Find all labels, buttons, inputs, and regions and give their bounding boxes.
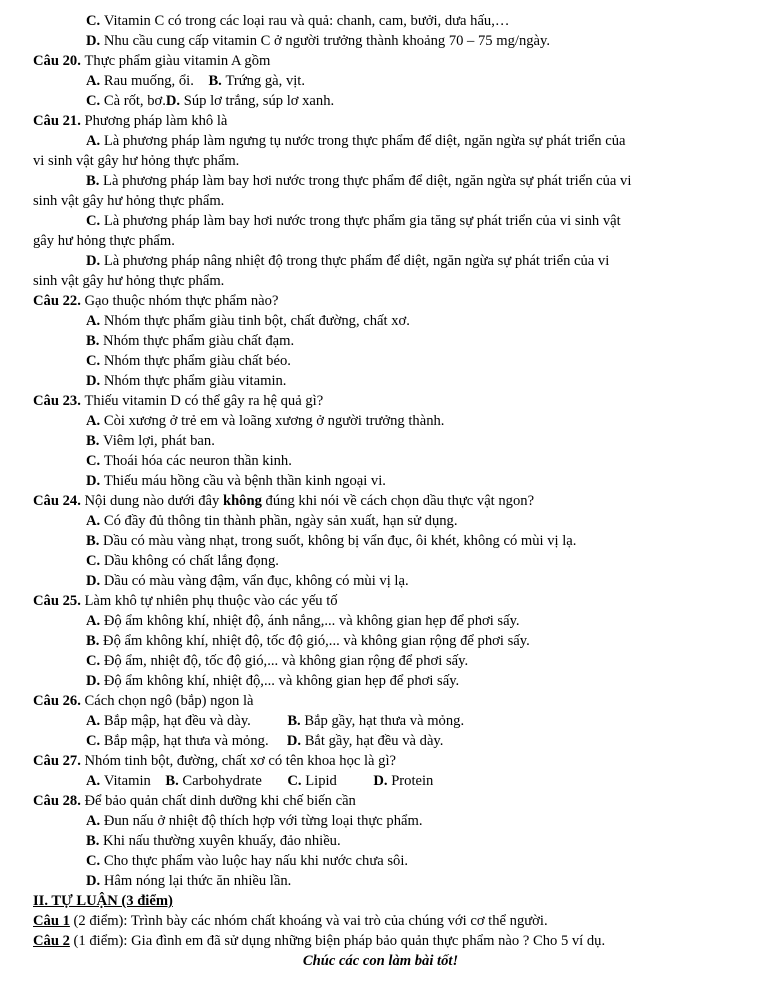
text-run: sinh vật gây hư hỏng thực phẩm. [33, 193, 225, 209]
text-run: Dầu có màu vàng đậm, vẩn đục, không có mùi vị lạ. [103, 573, 409, 589]
text-run: Còi xương ở trẻ em và loãng xương ở người trưởng thành. [103, 413, 445, 429]
answer-line [86, 32, 550, 51]
answer-continuation [33, 232, 175, 251]
answer-line [86, 132, 626, 151]
text-run: Chúc các con làm bài tốt! [302, 953, 459, 969]
text-run: Để bảo quản chất dinh dưỡng khi chế biến cần [84, 793, 356, 809]
text-run: D. [286, 733, 305, 749]
answer-line [86, 172, 631, 191]
text-run: Là phương pháp làm ngưng tụ nước trong thực phẩm để diệt, ngăn ngừa sự phát triển của [103, 133, 626, 149]
text-run: Là phương pháp làm bay hơi nước trong thực phẩm gia tăng sự phát triển của vi sinh vật [103, 213, 621, 229]
text-run: Khi nấu thường xuyên khuấy, đảo nhiều. [103, 833, 341, 849]
answer-line [86, 572, 409, 591]
text-run: Hâm nóng lại thức ăn nhiều lần. [103, 873, 292, 889]
answer-line [86, 312, 410, 331]
answer-line [86, 672, 459, 691]
text-run: Vitamin [103, 773, 166, 789]
text-run: Thoái hóa các neuron thần kinh. [103, 453, 292, 469]
text-run: A. [86, 133, 104, 149]
text-run: B. [208, 73, 226, 89]
text-run: B. [86, 333, 104, 349]
text-run: (1 điểm): Gia đình em đã sử dụng những biện pháp bảo quản thực phẩm nào ? Cho 5 ví dụ. [69, 933, 606, 949]
text-run: Câu 20. [33, 53, 85, 69]
text-run: Bắp mập, hạt thưa và mỏng. [103, 733, 287, 749]
answer-line [86, 472, 386, 491]
text-run: Nhóm thực phẩm giàu chất đạm. [103, 333, 295, 349]
text-run: Câu 1 [33, 913, 70, 929]
section-heading [33, 892, 173, 911]
text-run: Câu 27. [33, 753, 85, 769]
answer-continuation [33, 152, 239, 171]
text-run: A. [86, 713, 104, 729]
text-run: A. [86, 73, 104, 89]
text-run: Câu 22. [33, 293, 85, 309]
answer-line [86, 712, 464, 731]
text-run: B. [86, 173, 104, 189]
text-run: Protein [391, 773, 434, 789]
text-run: Gạo thuộc nhóm thực phẩm nào? [84, 293, 279, 309]
text-run: C. [86, 353, 104, 369]
text-run: Cho thực phẩm vào luộc hay nấu khi nước chưa sôi. [103, 853, 409, 869]
answer-line [86, 512, 458, 531]
text-run: Carbohydrate [182, 773, 288, 789]
answer-continuation [33, 192, 224, 211]
text-run: D. [86, 873, 104, 889]
text-run: D. [86, 253, 104, 269]
essay-question-1 [33, 912, 548, 931]
text-run: Nhóm thực phẩm giàu tinh bột, chất đường, chất xơ. [103, 313, 410, 329]
text-run: A. [86, 813, 104, 829]
text-run: Viêm lợi, phát ban. [103, 433, 215, 449]
question-27 [33, 752, 396, 771]
text-run: gây hư hỏng thực phẩm. [33, 233, 175, 249]
text-run: B. [86, 533, 104, 549]
text-run: II. TỰ LUẬN (3 điểm) [33, 893, 173, 909]
text-run: C. [86, 93, 104, 109]
answer-line [86, 372, 286, 391]
text-run: Nhu cầu cung cấp vitamin C ở người trưởng thành khoảng 70 – 75 mg/ngày. [103, 33, 551, 49]
text-run: Bắp mập, hạt đều và dày. [103, 713, 288, 729]
answer-line [86, 772, 433, 791]
text-run: Dầu có màu vàng nhạt, trong suốt, không bị vẩn đục, ôi khét, không có mùi vị lạ. [103, 533, 577, 549]
text-run: Lipid [305, 773, 374, 789]
closing-message [0, 952, 761, 971]
text-run: B. [86, 633, 104, 649]
text-run: Thiếu vitamin D có thể gây ra hệ quả gì? [84, 393, 324, 409]
text-run: A. [86, 773, 104, 789]
text-run: C. [86, 453, 104, 469]
text-run: Vitamin C có trong các loại rau và quả: chanh, cam, bưởi, dưa hấu,… [103, 13, 510, 29]
text-run: Câu 28. [33, 793, 85, 809]
text-run: D. [86, 573, 104, 589]
text-run: Độ ẩm không khí, nhiệt độ, ánh nắng,... và không gian hẹp để phơi sấy. [103, 613, 520, 629]
answer-line [86, 412, 444, 431]
answer-line [86, 552, 279, 571]
text-run: C. [86, 13, 104, 29]
essay-question-2 [33, 932, 605, 951]
text-run: Thiếu máu hồng cầu và bệnh thần kinh ngoại vi. [103, 473, 386, 489]
answer-continuation [33, 272, 224, 291]
answer-line [86, 732, 443, 751]
text-run: vi sinh vật gây hư hỏng thực phẩm. [33, 153, 240, 169]
text-run: Độ ẩm, nhiệt độ, tốc độ gió,... và không gian rộng để phơi sấy. [103, 653, 469, 669]
text-run: D. [86, 673, 104, 689]
text-run: C. [86, 653, 104, 669]
question-22 [33, 292, 278, 311]
answer-line [86, 812, 422, 831]
text-run: D. [86, 473, 104, 489]
answer-line [86, 452, 292, 471]
answer-line [86, 92, 334, 111]
answer-line [86, 72, 305, 91]
text-run: Cách chọn ngô (bắp) ngon là [84, 693, 254, 709]
text-run: Bắp gầy, hạt thưa và mỏng. [304, 713, 465, 729]
answer-line [86, 872, 291, 891]
text-run: Rau muống, ổi. [103, 73, 209, 89]
text-run: D. [86, 373, 104, 389]
text-run: C. [86, 733, 104, 749]
text-run: Nhóm thực phẩm giàu vitamin. [103, 373, 287, 389]
question-21 [33, 112, 227, 131]
text-run: Nhóm thực phẩm giàu chất béo. [103, 353, 291, 369]
answer-line [86, 612, 520, 631]
text-run: Câu 2 [33, 933, 70, 949]
text-run: Có đầy đủ thông tin thành phần, ngày sản xuất, hạn sử dụng. [103, 513, 458, 529]
text-run: B. [287, 713, 305, 729]
text-run: Là phương pháp nâng nhiệt độ trong thực phẩm để diệt, ngăn ngừa sự phát triển của vi [103, 253, 610, 269]
answer-line [86, 852, 408, 871]
answer-line [86, 352, 291, 371]
text-run: Phương pháp làm khô là [84, 113, 228, 129]
text-run: Thực phẩm giàu vitamin A gồm [84, 53, 271, 69]
answer-line [86, 212, 621, 231]
text-run: đúng khi nói về cách chọn dầu thực vật ngon? [261, 493, 535, 509]
text-run: Câu 21. [33, 113, 85, 129]
text-run: Độ ẩm không khí, nhiệt độ,... và không gian hẹp để phơi sấy. [103, 673, 460, 689]
text-run: Nhóm tinh bột, đường, chất xơ có tên khoa học là gì? [84, 753, 397, 769]
answer-line [86, 432, 215, 451]
text-run: A. [86, 513, 104, 529]
text-run: Bắt gầy, hạt đều và dày. [304, 733, 444, 749]
text-run: Làm khô tự nhiên phụ thuộc vào các yếu tố [84, 593, 338, 609]
text-run: C. [86, 853, 104, 869]
answer-line [86, 832, 341, 851]
answer-line [86, 252, 609, 271]
text-run: B. [86, 833, 104, 849]
answer-line [86, 632, 530, 651]
question-26 [33, 692, 254, 711]
text-run: không [222, 493, 262, 509]
text-run: Đun nấu ở nhiệt độ thích hợp với từng loại thực phẩm. [103, 813, 423, 829]
text-run: Câu 24. [33, 493, 85, 509]
text-run: A. [86, 313, 104, 329]
answer-line [86, 332, 294, 351]
text-run: C. [86, 553, 104, 569]
text-run: A. [86, 413, 104, 429]
text-run: D. [86, 33, 104, 49]
text-run: Câu 23. [33, 393, 85, 409]
question-24 [33, 492, 534, 511]
text-run: sinh vật gây hư hỏng thực phẩm. [33, 273, 225, 289]
text-run: C. [86, 213, 104, 229]
text-run: B. [165, 773, 183, 789]
text-run: B. [86, 433, 104, 449]
question-25 [33, 592, 338, 611]
text-run: Súp lơ trắng, súp lơ xanh. [183, 93, 335, 109]
question-23 [33, 392, 323, 411]
text-run: Câu 25. [33, 593, 85, 609]
text-run: Cà rốt, bơ. [103, 93, 166, 109]
text-run: Dầu không có chất lắng đọng. [103, 553, 279, 569]
text-run: Độ ẩm không khí, nhiệt độ, tốc độ gió,... và không gian rộng để phơi sấy. [103, 633, 530, 649]
text-run: Nội dung nào dưới đây [84, 493, 223, 509]
text-run: A. [86, 613, 104, 629]
text-run: Câu 26. [33, 693, 85, 709]
answer-line [86, 652, 468, 671]
question-20 [33, 52, 270, 71]
text-run: Là phương pháp làm bay hơi nước trong thực phẩm để diệt, ngăn ngừa sự phát triển của vi [103, 173, 632, 189]
text-run: Trứng gà, vịt. [225, 73, 306, 89]
text-run: C. [287, 773, 306, 789]
answer-line [86, 12, 509, 31]
text-run: D. [165, 93, 184, 109]
text-run: (2 điểm): Trình bày các nhóm chất khoáng và vai trò của chúng với cơ thể người. [69, 913, 548, 929]
text-run: D. [373, 773, 392, 789]
answer-line [86, 532, 576, 551]
question-28 [33, 792, 356, 811]
